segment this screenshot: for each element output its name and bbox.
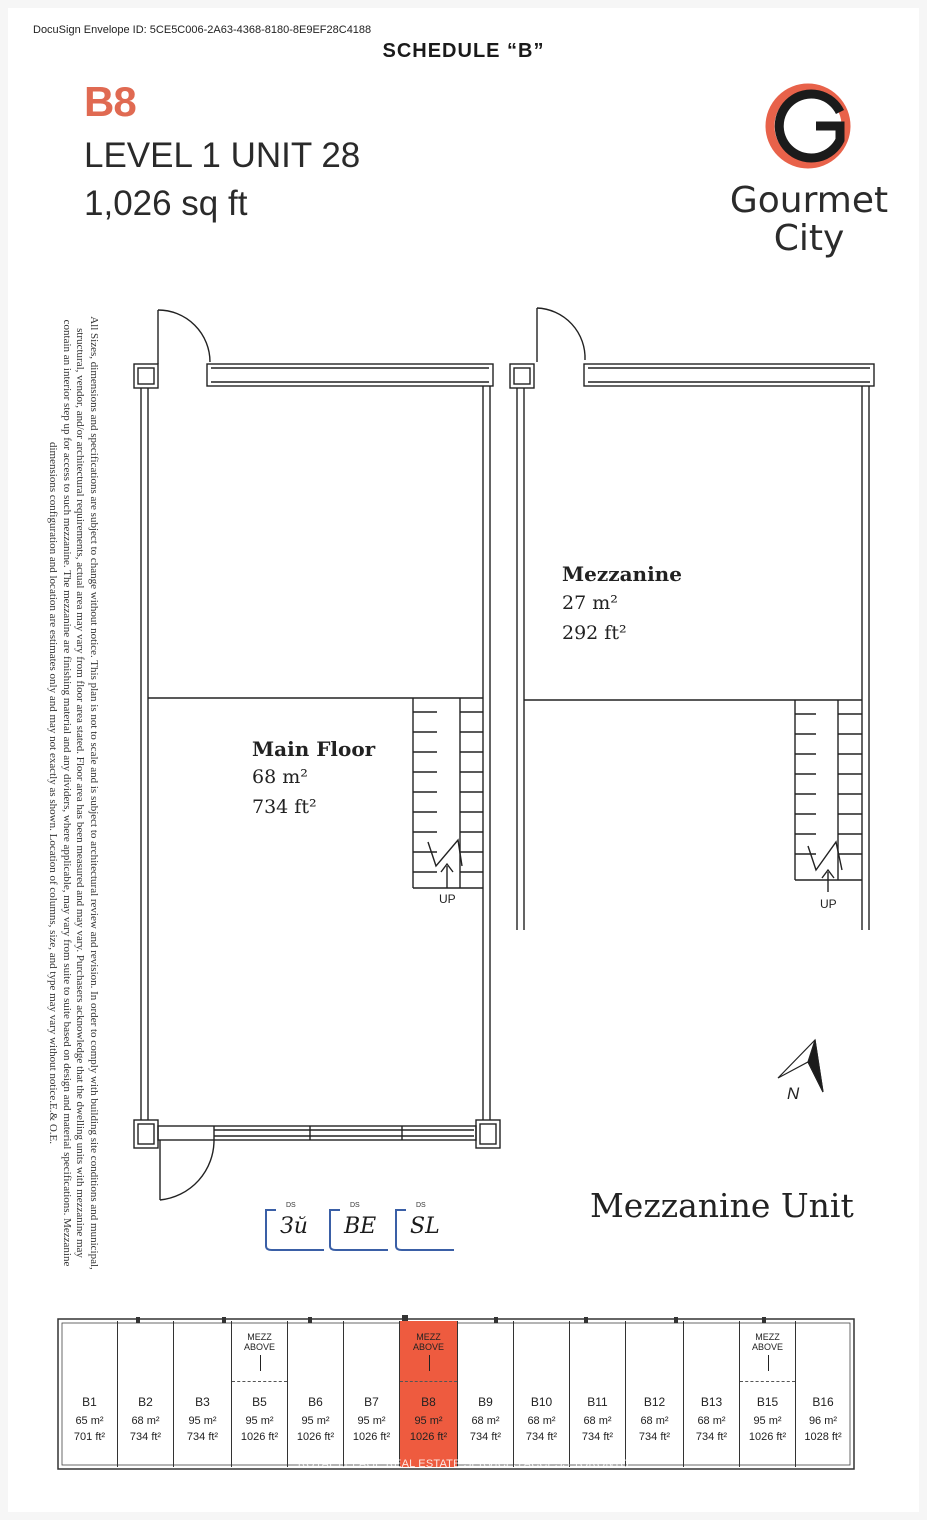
unit-id: B6 xyxy=(308,1395,323,1409)
signature-mark: BE xyxy=(344,1214,377,1239)
signature-3 xyxy=(392,1202,454,1250)
unit-area-imperial: 734 ft² xyxy=(129,1431,162,1443)
north-label: N xyxy=(787,1084,800,1103)
signature-2 xyxy=(326,1202,388,1250)
mezz-arrow-icon xyxy=(260,1355,261,1371)
main-floor-title: Main Floor xyxy=(252,737,376,761)
unit-id: B5 xyxy=(252,1395,267,1409)
unit-area-metric: 96 m² xyxy=(808,1415,838,1427)
watermark: ROYAL LEPAGE REAL ESTATE SERVICES ACCESS TORONTO xyxy=(297,1458,630,1470)
north-arrow-icon xyxy=(778,1040,823,1092)
mezz-edge-line xyxy=(740,1381,795,1382)
mezzanine-metric: 27 m² xyxy=(562,592,618,614)
unit-area-imperial: 1026 ft² xyxy=(748,1431,787,1443)
unit-area-imperial: 734 ft² xyxy=(525,1431,558,1443)
docusign-envelope-id: DocuSign Envelope ID: 5CE5C006-2A63-4368-8180-8E9EF28C4188 xyxy=(33,24,372,36)
above-label: ABOVE xyxy=(751,1342,783,1352)
unit-id: B3 xyxy=(195,1395,210,1409)
main-floor-metric: 68 m² xyxy=(252,766,308,788)
mezz-arrow-icon xyxy=(429,1355,430,1371)
mezz-above-tag xyxy=(740,1332,795,1352)
unit-area-imperial: 734 ft² xyxy=(469,1431,502,1443)
key-plan-unit-b15 xyxy=(740,1321,796,1467)
unit-id: B13 xyxy=(700,1395,723,1409)
signature-mark: Зй xyxy=(280,1214,308,1239)
unit-area-imperial: 1026 ft² xyxy=(409,1431,448,1443)
key-plan-unit-b7 xyxy=(344,1321,400,1467)
main-stair-up-label: UP xyxy=(439,892,456,906)
unit-id: B7 xyxy=(364,1395,379,1409)
mezz-above-tag xyxy=(400,1332,457,1352)
unit-area-metric: 95 m² xyxy=(357,1415,386,1427)
mezz-label: MEZZ xyxy=(247,1332,272,1342)
logo-line-1: Gourmet xyxy=(729,180,889,221)
unit-area-metric: 95 m² xyxy=(301,1415,330,1427)
signature-1 xyxy=(262,1202,324,1250)
unit-area-metric: 68 m² xyxy=(697,1415,726,1427)
mezzanine-plan xyxy=(510,308,874,930)
unit-area-imperial: 734 ft² xyxy=(638,1431,671,1443)
key-plan-unit-b5 xyxy=(232,1321,288,1467)
unit-code: B8 xyxy=(84,78,136,125)
mezz-above-tag xyxy=(232,1332,287,1352)
mezz-label: MEZZ xyxy=(416,1332,441,1342)
unit-area-imperial: 734 ft² xyxy=(695,1431,728,1443)
unit-level: LEVEL 1 UNIT 28 xyxy=(84,136,361,175)
unit-area-metric: 95 m² xyxy=(188,1415,217,1427)
unit-area-metric: 95 m² xyxy=(245,1415,274,1427)
mezz-edge-line xyxy=(400,1381,457,1382)
unit-area-imperial: 1026 ft² xyxy=(240,1431,279,1443)
key-plan-unit-b11 xyxy=(570,1321,626,1467)
unit-area-metric: 68 m² xyxy=(471,1415,500,1427)
key-plan-unit-b13 xyxy=(684,1321,740,1467)
mezz-edge-line xyxy=(232,1381,287,1382)
key-plan-unit-b16 xyxy=(796,1321,850,1467)
unit-area-metric: 95 m² xyxy=(753,1415,782,1427)
unit-area-metric: 95 m² xyxy=(414,1415,443,1427)
schedule-heading: SCHEDULE “B” xyxy=(382,40,545,62)
unit-id: B11 xyxy=(587,1395,608,1409)
unit-area-metric: 68 m² xyxy=(583,1415,612,1427)
key-plan-unit-b3 xyxy=(174,1321,232,1467)
docusign-tag: DS xyxy=(286,1202,296,1209)
key-plan-unit-b10 xyxy=(514,1321,570,1467)
unit-area: 1,026 sq ft xyxy=(84,184,248,223)
key-plan xyxy=(56,1313,856,1478)
mezzanine-unit-title: Mezzanine Unit xyxy=(590,1186,854,1225)
unit-id: B10 xyxy=(530,1395,553,1409)
unit-area-imperial: 701 ft² xyxy=(73,1431,106,1443)
unit-id: B1 xyxy=(82,1395,97,1409)
mezzanine-imperial: 292 ft² xyxy=(562,622,627,644)
unit-area-imperial: 734 ft² xyxy=(186,1431,219,1443)
unit-id: B15 xyxy=(756,1395,779,1409)
unit-area-imperial: 1028 ft² xyxy=(804,1431,842,1443)
unit-id: B2 xyxy=(138,1395,153,1409)
unit-area-metric: 65 m² xyxy=(75,1415,104,1427)
unit-id: B16 xyxy=(812,1395,834,1409)
mezzanine-title: Mezzanine xyxy=(562,562,682,586)
unit-id: B12 xyxy=(643,1395,666,1409)
unit-id: B9 xyxy=(478,1395,493,1409)
key-plan-unit-b12 xyxy=(626,1321,684,1467)
main-floor-imperial: 734 ft² xyxy=(252,796,317,818)
unit-area-metric: 68 m² xyxy=(527,1415,556,1427)
unit-id: B8 xyxy=(421,1395,436,1409)
docusign-tag: DS xyxy=(350,1202,360,1209)
unit-area-metric: 68 m² xyxy=(640,1415,669,1427)
mezz-label: MEZZ xyxy=(755,1332,780,1342)
disclaimer-text: All Sizes, dimensions and specifications are subject to change without notice. This plan is not to scale and is subject to architectural review and revision. In order to comply with building site conditions and municipal, structural, vendor, and/or architectural requirements, actual area may vary from floor area stated. Floor area has been measured and may vary. Purchasers acknowledge that the dwelling units with mezzanine may contain an interior step up for access to such mezzanine. The mezzanine are finishing material and any dividers, where applicable, may vary from suite to suite based on design and material specifications. Mezzanine dimensions configuration and location are estimates only and may not exactly as shown. Location of columns, size, and type may vary without notice.E.& O.E. xyxy=(47,316,100,1270)
above-label: ABOVE xyxy=(243,1342,275,1352)
unit-area-imperial: 1026 ft² xyxy=(352,1431,391,1443)
key-plan-unit-b8 xyxy=(400,1321,458,1467)
mezz-arrow-icon xyxy=(768,1355,769,1371)
unit-area-metric: 68 m² xyxy=(131,1415,160,1427)
above-label: ABOVE xyxy=(412,1342,444,1352)
key-plan-unit-b1 xyxy=(62,1321,118,1467)
key-plan-unit-b2 xyxy=(118,1321,174,1467)
mezzanine-stair-up-label: UP xyxy=(820,897,837,911)
signature-mark: SL xyxy=(410,1214,440,1239)
unit-area-imperial: 1026 ft² xyxy=(296,1431,335,1443)
unit-area-imperial: 734 ft² xyxy=(581,1431,614,1443)
key-plan-unit-b6 xyxy=(288,1321,344,1467)
key-plan-unit-b9 xyxy=(458,1321,514,1467)
logo-line-2: City xyxy=(773,218,845,259)
docusign-tag: DS xyxy=(416,1202,426,1209)
